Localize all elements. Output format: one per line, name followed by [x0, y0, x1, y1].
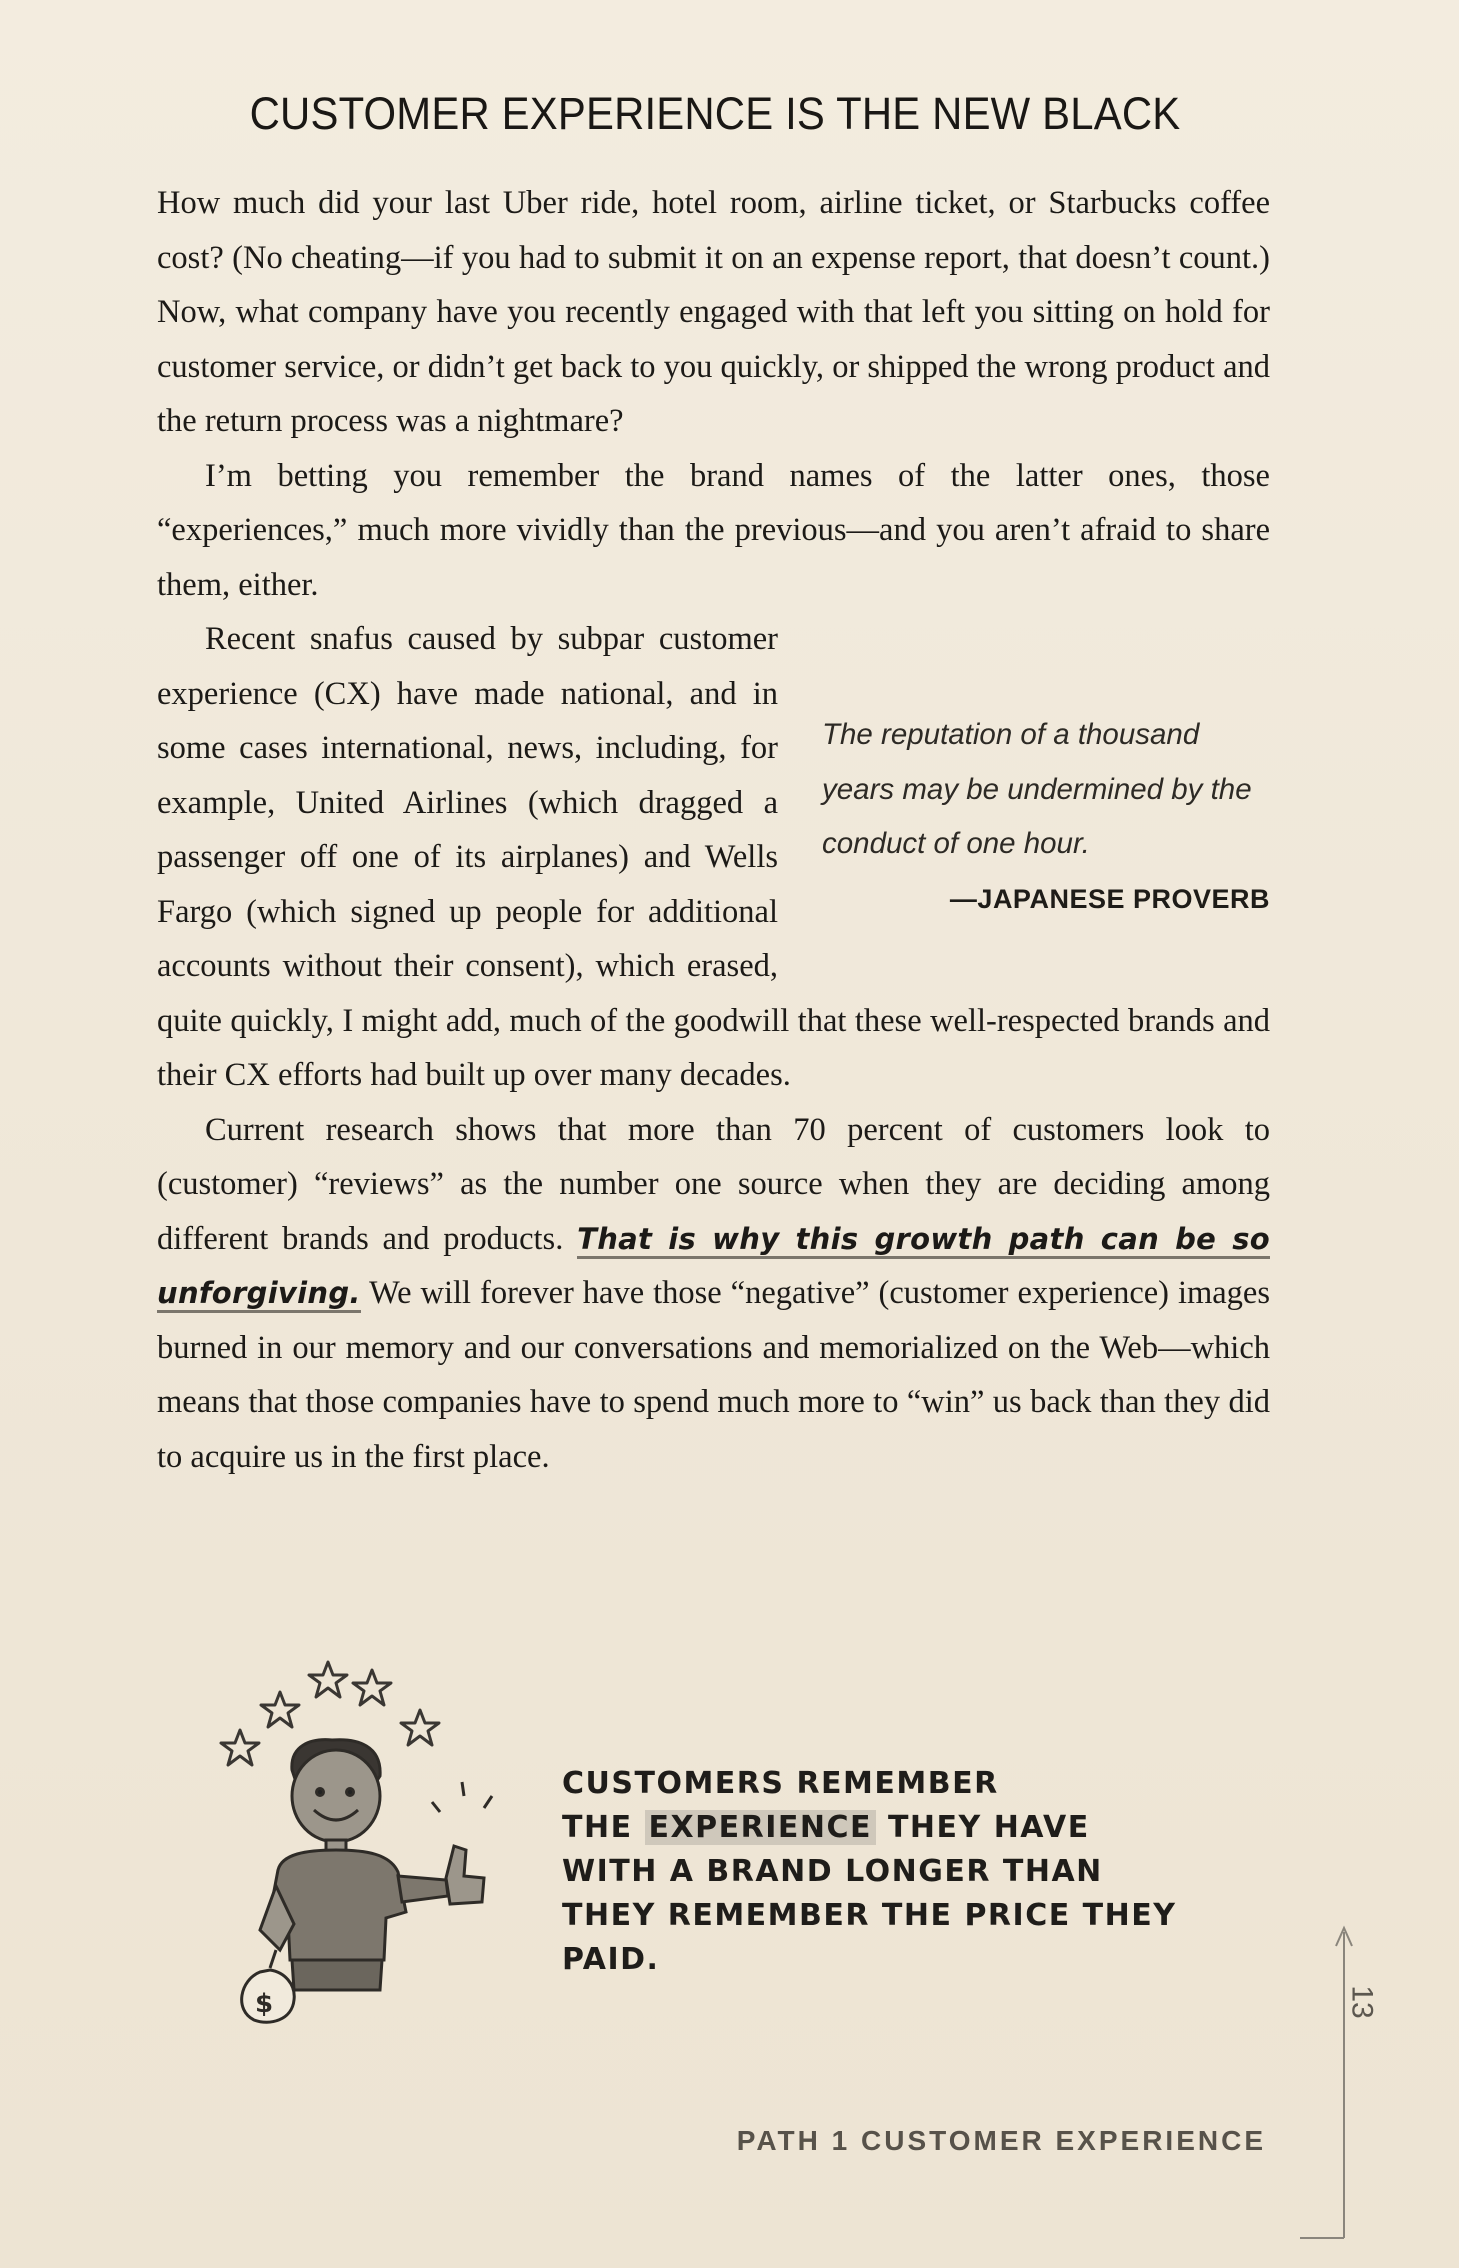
highlighted-word: EXPERIENCE — [645, 1810, 876, 1845]
page-edge-arrow-icon — [1300, 1920, 1360, 2240]
footer-path-label: PATH 1 — [736, 2125, 851, 2156]
money-bag-icon — [242, 1950, 295, 2022]
paragraph-4-start: Current research shows that more than 70 percent of customers look to (customer) “reviews” as the number one source when they are deciding among different brands and products. — [157, 1111, 1270, 1257]
callout-line-1: CUSTOMERS REMEMBER — [562, 1766, 999, 1801]
person-figure — [260, 1740, 484, 1990]
paragraph-4-end: We will forever have those “negative” (customer experience) images burned in our memory and our conversations and memorialized on the Web—which means that those companies have to spend much more to “win” us back than they did to acquire us in the first place. — [157, 1275, 1270, 1475]
pull-quote-source: —JAPANESE PROVERB — [949, 883, 1270, 914]
body-text — [157, 176, 1270, 1484]
paragraph-2: I’m betting you remember the brand names of the latter ones, those “experiences,” much more vividly than the previous—and you aren’t afraid to share them, either. — [157, 457, 1270, 603]
handwritten-emphasis: That is why this growth path can be so unforgiving. — [157, 1222, 1270, 1314]
callout-text — [562, 1762, 1262, 1982]
running-footer — [676, 2125, 1266, 2157]
pull-quote-text: The reputation of a thousand years may be undermined by the conduct of one hour. — [822, 718, 1252, 860]
page-number: 13 — [1345, 1985, 1379, 2019]
pull-quote — [822, 708, 1270, 926]
callout-line-3: WITH A BRAND LONGER THAN — [562, 1854, 1103, 1889]
footer-section-label: CUSTOMER EXPERIENCE — [861, 2125, 1266, 2156]
callout-line-2: THE EXPERIENCE THEY HAVE — [562, 1810, 1090, 1845]
sparkle-marks — [432, 1782, 492, 1812]
section-heading: CUSTOMER EXPERIENCE IS THE NEW BLACK — [249, 88, 1181, 139]
paragraph-3: Recent snafus caused by subpar customer experience (CX) have made national, and in some cases international, news, including, for example, United Airlines (which dragged a passenger off one of its airplanes) and Wells Fargo (which signed up people for additional accounts without their consent), which erased, quite quickly, I might add, much of the goodwill that these well-respected brands and their CX efforts had built up over many decades. — [157, 621, 1270, 1093]
happy-customer-illustration — [210, 1650, 510, 2030]
paragraph-4 — [157, 1103, 1270, 1485]
callout-line-4: THEY REMEMBER THE PRICE THEY PAID. — [562, 1898, 1177, 1977]
money-bag-symbol: $ — [255, 1989, 274, 2019]
paragraph-1: How much did your last Uber ride, hotel room, airline ticket, or Starbucks coffee cost? (No cheating—if you had to submit it on an expense report, that doesn’t count.) Now, what company have you recently engaged with that left you sitting on hold for customer service, or didn’t get back to you quickly, or shipped the wrong product and the return process was a nightmare? — [157, 185, 1270, 439]
